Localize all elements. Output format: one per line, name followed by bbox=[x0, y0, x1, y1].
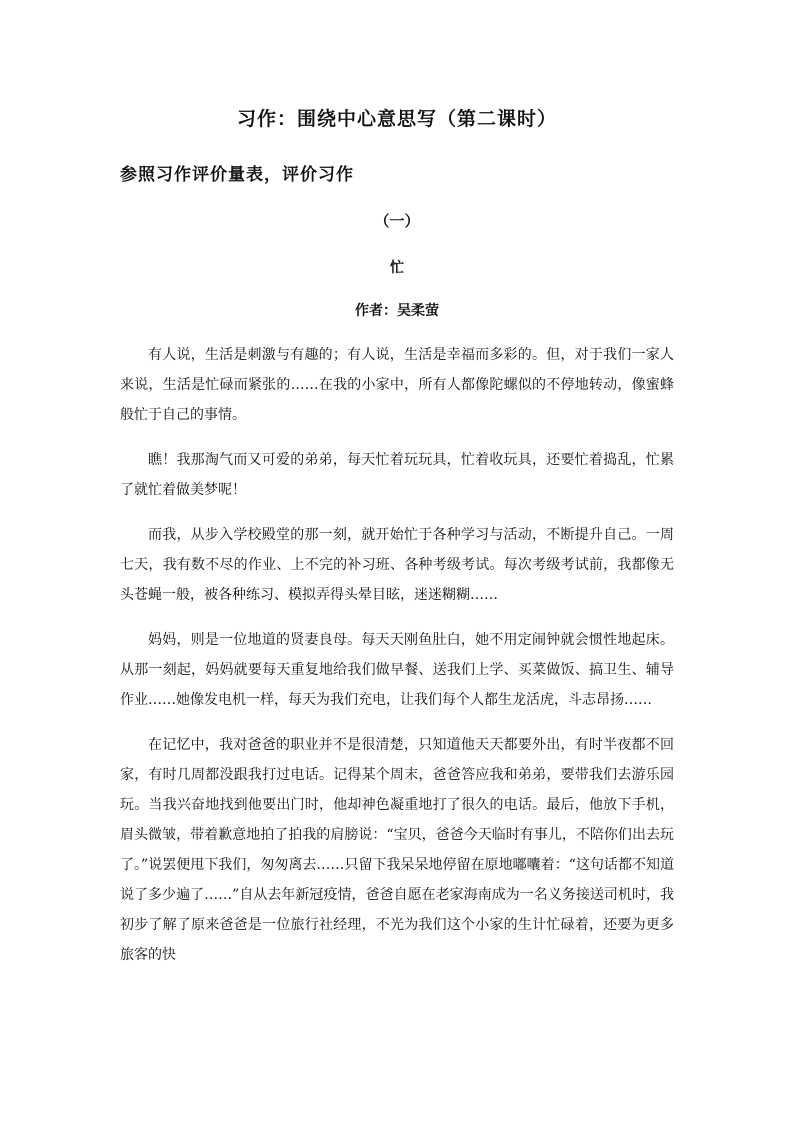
paragraph: 而我，从步入学校殿堂的那一刻，就开始忙于各种学习与活动，不断提升自己。一周七天，我有数不尽的作业、上不完的补习班、各种考级考试。每次考级考试前，我都像无头苍蝇一般，被各种练习、模拟弄得头晕目眩，迷迷糊糊…… bbox=[120, 527, 674, 603]
section-heading: 参照习作评价量表，评价习作 bbox=[120, 165, 354, 185]
essay-title: 忙 bbox=[390, 260, 404, 276]
document-title: 习作：围绕中心意思写（第二课时） bbox=[236, 108, 557, 130]
paragraph: 瞧！我那淘气而又可爱的弟弟，每天忙着玩玩具，忙着收玩具，还要忙着捣乱，忙累了就忙着做美梦呢！ bbox=[120, 452, 674, 498]
paragraph: 有人说，生活是刺激与有趣的；有人说，生活是幸福而多彩的。但，对于我们一家人来说，生活是忙碌而紧张的……在我的小家中，所有人都像陀螺似的不停地转动，像蜜蜂般忙于自己的事情。 bbox=[120, 347, 674, 423]
paragraph: 妈妈，则是一位地道的贤妻良母。每天天刚鱼肚白，她不用定闹钟就会惯性地起床。从那一刻起，妈妈就要每天重复地给我们做早餐、送我们上学、买菜做饭、搞卫生、辅导作业……她像发电机一样，每天为我们充电，让我们每个人都生龙活虎，斗志昂扬…… bbox=[120, 632, 674, 708]
essay-body bbox=[120, 340, 674, 985]
essay-author: 作者：吴柔萤 bbox=[355, 303, 439, 319]
paragraph: 在记忆中，我对爸爸的职业并不是很清楚，只知道他天天都要外出，有时半夜都不回家，有时几周都没跟我打过电话。记得某个周末，爸爸答应我和弟弟，要带我们去游乐园玩。当我兴奋地找到他要出门时，他却神色凝重地打了很久的电话。最后，他放下手机，眉头微皱，带着歉意地拍了拍我的肩膀说：“宝贝，爸爸今天临时有事儿，不陪你们出去玩了。”说罢便甩下我们，匆匆离去……只留下我呆呆地停留在原地嘟囔着：“这句话都不知道说了多少遍了……”自从去年新冠疫情，爸爸自愿在老家海南成为一名义务接送司机时，我初步了解了原来爸爸是一位旅行社经理，不光为我们这个小家的生计忙碌着，还要为更多旅客的快 bbox=[120, 737, 674, 963]
essay-number: （一） bbox=[374, 212, 420, 230]
